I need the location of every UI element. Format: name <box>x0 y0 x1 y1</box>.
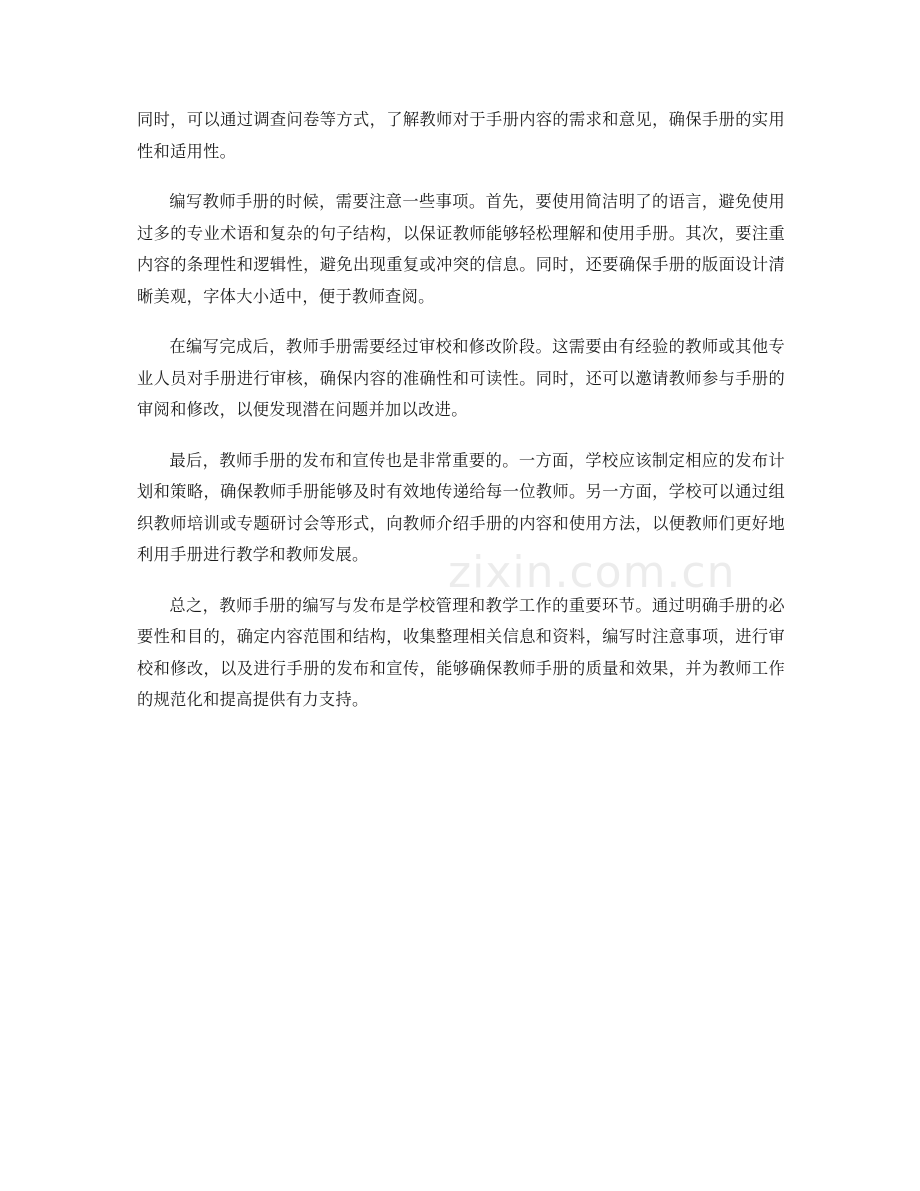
paragraph-4: 最后，教师手册的发布和宣传也是非常重要的。一方面，学校应该制定相应的发布计划和策略，确保教师手册能够及时有效地传递给每一位教师。另一方面，学校可以通过组织教师培训或专题研讨会等形式，向教师介绍手册的内容和使用方法，以便教师们更好地利用手册进行教学和教师发展。 <box>137 450 785 564</box>
document-body <box>137 104 785 735</box>
paragraph-1: 同时，可以通过调查问卷等方式，了解教师对于手册内容的需求和意见，确保手册的实用性和适用性。 <box>137 110 785 161</box>
paragraph-5: 总之，教师手册的编写与发布是学校管理和教学工作的重要环节。通过明确手册的必要性和目的，确定内容范围和结构，收集整理相关信息和资料，编写时注意事项，进行审校和修改，以及进行手册的发布和宣传，能够确保教师手册的质量和效果，并为教师工作的规范化和提高提供有力支持。 <box>137 595 785 709</box>
watermark: zixin.com.cn <box>448 547 736 598</box>
paragraph-2: 编写教师手册的时候，需要注意一些事项。首先，要使用简洁明了的语言，避免使用过多的专业术语和复杂的句子结构，以保证教师能够轻松理解和使用手册。其次，要注重内容的条理性和逻辑性，避免出现重复或冲突的信息。同时，还要确保手册的版面设计清晰美观，字体大小适中，便于教师查阅。 <box>137 192 785 306</box>
paragraph-3: 在编写完成后，教师手册需要经过审校和修改阶段。这需要由有经验的教师或其他专业人员对手册进行审核，确保内容的准确性和可读性。同时，还可以邀请教师参与手册的审阅和修改，以便发现潜在问题并加以改进。 <box>137 337 785 419</box>
